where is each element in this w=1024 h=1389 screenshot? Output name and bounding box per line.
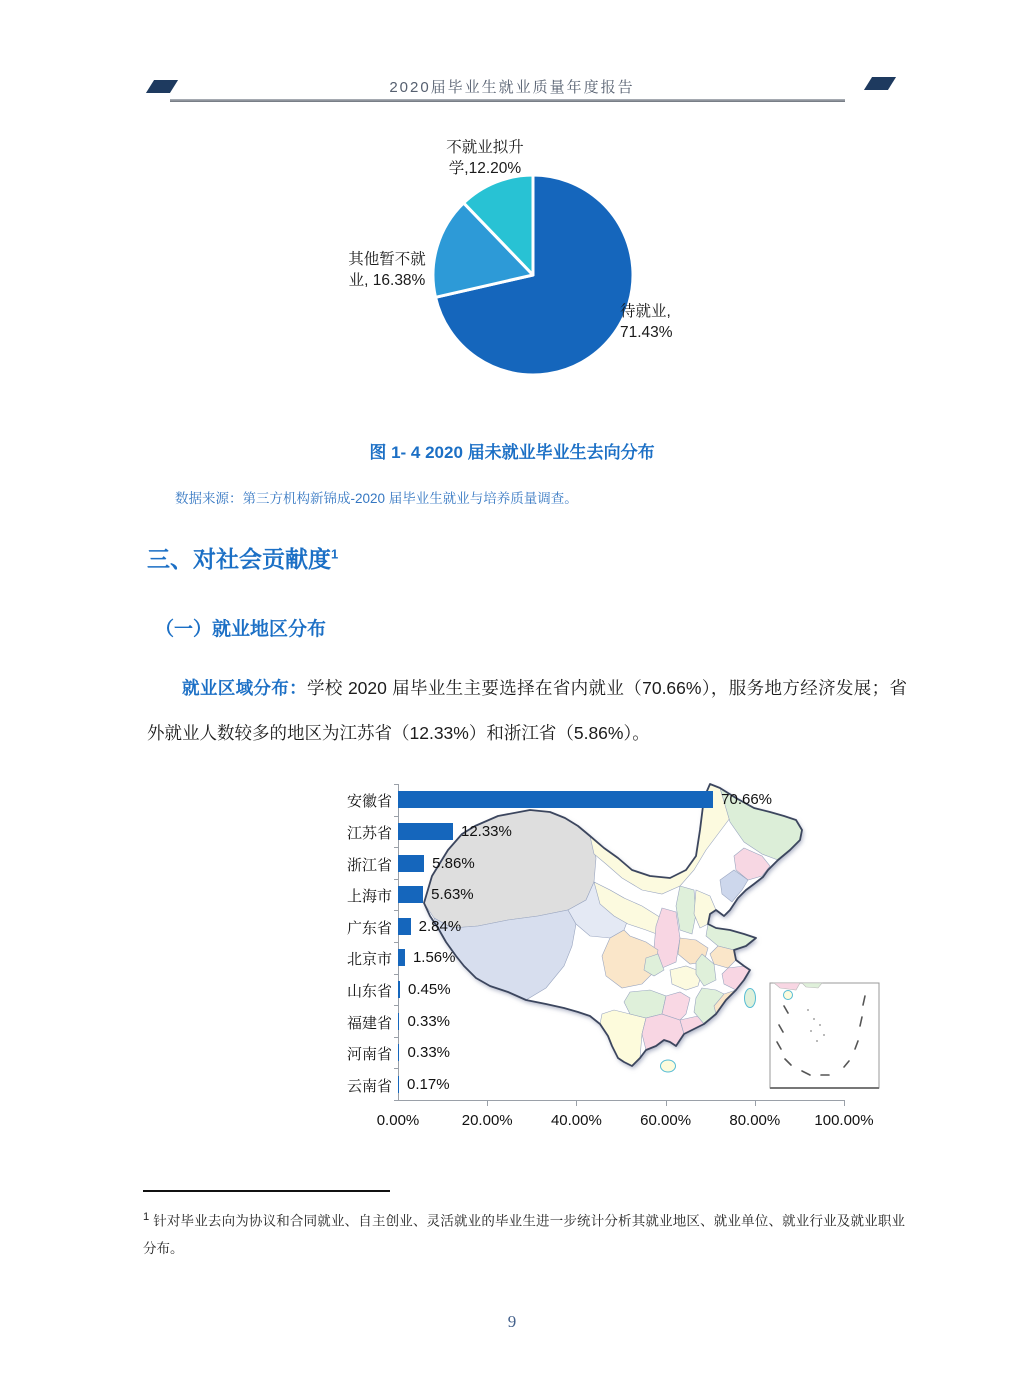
x-axis-tick bbox=[576, 1101, 577, 1106]
pie-label-awaiting bbox=[620, 301, 730, 343]
bar-福建省 bbox=[398, 1013, 399, 1030]
body-paragraph bbox=[147, 666, 907, 756]
bar-value-label: 0.33% bbox=[407, 1012, 451, 1030]
y-axis-tick bbox=[394, 847, 398, 848]
pie-label-line: 学,12.20% bbox=[448, 160, 522, 177]
section-heading bbox=[147, 541, 338, 574]
bar-广东省 bbox=[398, 918, 411, 935]
footnote-divider bbox=[143, 1190, 390, 1192]
bar-河南省 bbox=[398, 1044, 399, 1061]
bar-上海市 bbox=[398, 886, 423, 903]
bar-category-label: 安徽省 bbox=[346, 793, 392, 811]
bar-江苏省 bbox=[398, 823, 453, 840]
x-axis-tick-label: 20.00% bbox=[461, 1112, 513, 1129]
x-axis-tick bbox=[844, 1101, 845, 1106]
bar-category-label: 云南省 bbox=[346, 1077, 392, 1095]
y-axis-tick bbox=[394, 1005, 398, 1006]
figure-caption: 图 1- 4 2020 届未就业毕业生去向分布 bbox=[369, 443, 655, 462]
bar-value-label: 0.17% bbox=[407, 1075, 450, 1093]
y-axis-tick bbox=[394, 784, 398, 785]
y-axis-tick bbox=[394, 974, 398, 975]
south-china-sea-inset bbox=[770, 983, 879, 1088]
bar-value-label: 0.45% bbox=[408, 980, 451, 998]
subsection-heading: （一）就业地区分布 bbox=[155, 619, 327, 640]
bar-chart bbox=[330, 778, 915, 1143]
pie-label-line: 不就业拟升 bbox=[446, 139, 524, 156]
x-axis-tick bbox=[755, 1101, 756, 1106]
pie-label-line: 71.43% bbox=[620, 324, 673, 341]
x-axis-tick-label: 40.00% bbox=[550, 1112, 602, 1129]
paragraph-lead: 就业区域分布： bbox=[182, 678, 308, 698]
paragraph-body: 学校 2020 届毕业生主要选择在省内就业（70.66%），服务地方经济发展；省外就业人数较多的地区为江苏省（12.33%）和浙江省（5.86%）。 bbox=[147, 678, 908, 743]
bar-安徽省 bbox=[398, 791, 713, 808]
footnote-text: 针对毕业去向为协议和合同就业、自主创业、灵活就业的毕业生进一步统计分析其就业地区、就业单位、就业行业及就业职业分布。 bbox=[143, 1213, 905, 1256]
y-axis-tick bbox=[394, 1037, 398, 1038]
data-source-note: 数据来源：第三方机构新锦成-2020 届毕业生就业与培养质量调查。 bbox=[175, 491, 578, 506]
pie-label-no-job-study bbox=[420, 137, 550, 179]
pie-label-line: 业, 16.38% bbox=[348, 272, 426, 289]
bar-category-label: 浙江省 bbox=[346, 856, 392, 874]
x-axis-tick-label: 80.00% bbox=[729, 1112, 781, 1129]
pie-label-other bbox=[322, 249, 452, 291]
page-number: 9 bbox=[507, 1312, 517, 1331]
y-axis-tick bbox=[394, 942, 398, 943]
pie-label-line: 待就业, bbox=[620, 303, 671, 320]
bar-value-label: 5.86% bbox=[432, 854, 475, 872]
bar-category-label: 福建省 bbox=[346, 1014, 392, 1032]
bar-category-label: 上海市 bbox=[346, 888, 392, 906]
bar-value-label: 70.66% bbox=[721, 791, 773, 809]
bar-category-label: 北京市 bbox=[346, 951, 392, 969]
section-heading-text: 三、对社会贡献度 bbox=[147, 546, 331, 572]
x-axis-tick-label: 60.00% bbox=[640, 1112, 692, 1129]
footnote bbox=[143, 1204, 905, 1262]
bar-category-label: 河南省 bbox=[346, 1046, 392, 1064]
page-header-title: 2020届毕业生就业质量年度报告 bbox=[389, 79, 635, 96]
bar-云南省 bbox=[398, 1076, 399, 1093]
footnote-ref: 1 bbox=[143, 1211, 150, 1223]
y-axis-tick bbox=[394, 910, 398, 911]
bar-山东省 bbox=[398, 981, 400, 998]
x-axis-line bbox=[398, 1100, 845, 1101]
bar-category-label: 江苏省 bbox=[346, 824, 392, 842]
x-axis-tick-label: 0.00% bbox=[376, 1112, 420, 1129]
x-axis-tick-label: 100.00% bbox=[814, 1112, 874, 1129]
bar-value-label: 0.33% bbox=[407, 1044, 451, 1062]
y-axis-tick bbox=[394, 816, 398, 817]
x-axis-tick bbox=[487, 1101, 488, 1106]
taiwan-island bbox=[745, 989, 756, 1008]
bar-北京市 bbox=[398, 949, 405, 966]
bar-value-label: 1.56% bbox=[412, 949, 456, 967]
bar-浙江省 bbox=[398, 855, 424, 872]
bar-value-label: 5.63% bbox=[431, 886, 474, 904]
y-axis-tick bbox=[394, 1100, 398, 1101]
header-rule bbox=[170, 99, 845, 102]
y-axis-tick bbox=[394, 879, 398, 880]
bar-category-label: 广东省 bbox=[346, 919, 392, 937]
bar-category-label: 山东省 bbox=[346, 982, 392, 1000]
y-axis-tick bbox=[394, 1068, 398, 1069]
hainan-island bbox=[661, 1060, 676, 1072]
x-axis-tick bbox=[666, 1101, 667, 1106]
bar-value-label: 2.84% bbox=[418, 917, 462, 935]
footnote-ref-marker: 1 bbox=[331, 546, 339, 562]
pie-label-line: 其他暂不就 bbox=[348, 251, 426, 268]
bar-value-label: 12.33% bbox=[460, 822, 512, 840]
